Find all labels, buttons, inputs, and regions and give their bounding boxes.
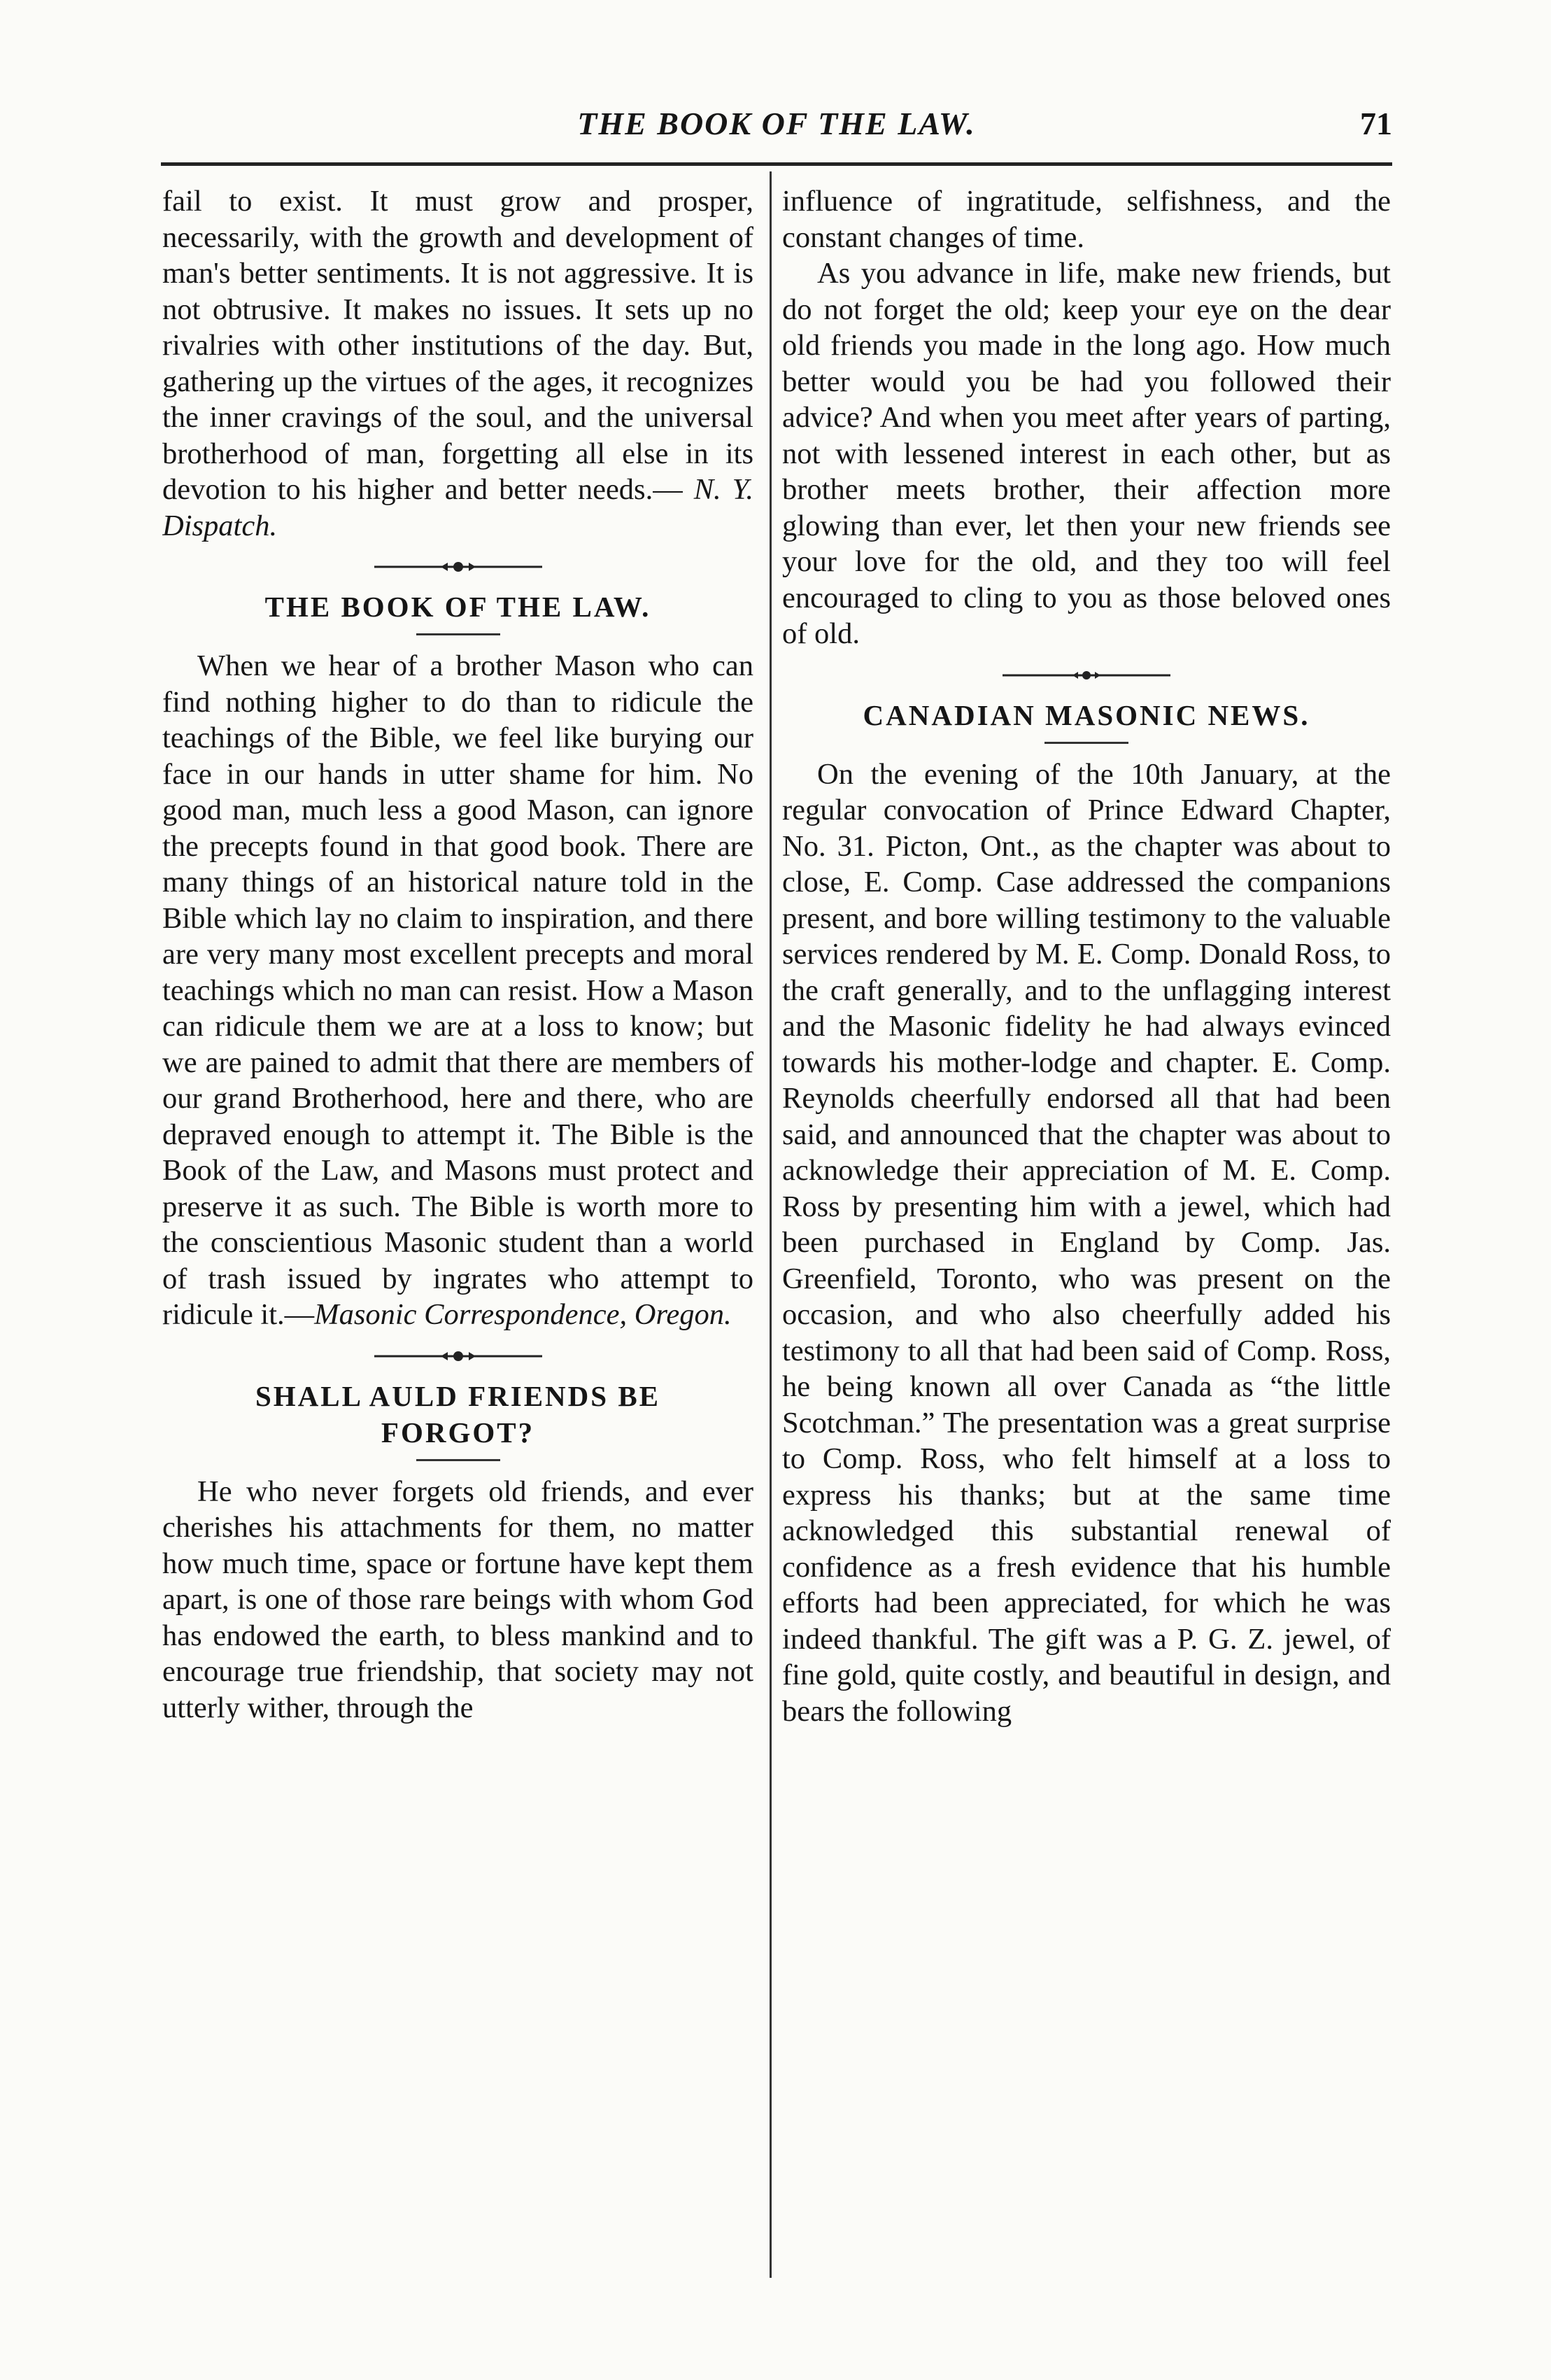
article-heading: SHALL AULD FRIENDS BE (255, 1379, 661, 1412)
section-ornament (374, 1349, 542, 1364)
heading-rule (1044, 742, 1128, 744)
article-heading: THE BOOK OF THE LAW. (264, 591, 651, 623)
article-body-text: When we hear of a brother Mason who can find nothing higher to do than to ridicule the teachings of the Bible, we feel like burying our face in our hands in utter shame for him. No good man, much less a good Mason, can ignore the precepts found in that good book. There are many things of an historical nature told in the Bible which lay no claim to inspiration, and there are very many most excellent precepts and moral teachings which no man can resist. How a Mason can ridicule them we are at a loss to know; but we are pained to admit that there are members of our grand Brotherhood, here and there, who are depraved enough to attempt it. The Bible is the Book of the Law, and Masons must protect and preserve it as such. The Bible is worth more to the conscientious Masonic student than a world of trash issued by ingrates who attempt to ridicule it.— (162, 649, 753, 1331)
source-citation: N. Y. Dispatch. (162, 473, 753, 542)
page-header (161, 105, 1392, 161)
section-ornament (1003, 668, 1170, 683)
running-title: THE BOOK OF THE LAW. (577, 106, 976, 141)
column-divider (770, 171, 772, 2278)
continued-paragraph (162, 183, 753, 544)
section-ornament (374, 559, 542, 575)
article-body: He who never forgets old friends, and ever cherishes his attachments for them, no matter how much time, space or fortune have kept them apart, is one of those rare beings with whom God has endowed the earth, to bless mankind and to encourage true friendship, that society may not utterly wither, through the (162, 1474, 753, 1724)
article-body (162, 648, 753, 1333)
header-rule (161, 162, 1392, 166)
article-body: On the evening of the 10th January, at the regular convocation of Prince Edward Chapter, No. 31. Picton, Ont., as the chapter was about to close, E. Comp. Case addressed the companions present, and bore willing testimony to the valuable services rendered by M. E. Comp. Donald Ross, to the craft generally, and to the unflagging interest and the Masonic fidelity he had always evinced towards his mother-lodge and chapter. E. Comp. Reynolds cheerfully endorsed all that had been said, and announced that the chapter was about to acknowledge their appreciation of M. E. Comp. Ross by presenting him with a jewel, which had been purchased in England by Comp. Jas. Greenfield, Toronto, who was present on the occasion, and who also cheerfully added his testimony to all that had been said of Comp. Ross, he being known all over Canada as “the little Scotchman.” The presentation was a great surprise to Comp. Ross, who felt himself at a loss to express his thanks; but at the same time acknowledged this substantial renewal of confidence as a fresh evidence that his humble efforts had been appreciated, for which he was indeed thankful. The gift was a P. G. Z. jewel, of fine gold, quite costly, and beautiful in design, and bears the following (782, 757, 1391, 1728)
right-column (782, 183, 1391, 2283)
left-column (162, 183, 753, 2283)
article-body: As you advance in life, make new friends, but do not forget the old; keep your eye on the dear old friends you made in the long ago. How much better would you be had you followed their advice? And when you meet after years of parting, not with lessened interest in each other, but as brother meets brother, their affection more glowing than ever, let then your new friends see your love for the old, and they too will feel encouraged to cling to you as those beloved ones of old. (782, 257, 1391, 650)
heading-rule (416, 1459, 500, 1461)
article-heading-line2: FORGOT? (381, 1416, 535, 1449)
continued-paragraph: influence of ingratitude, selfishness, and the constant changes of time. (782, 185, 1391, 254)
continued-text: fail to exist. It must grow and prosper, necessarily, with the growth and development of man's better sentiments. It is not aggressive. It is not obtrusive. It makes no issues. It sets up no rivalries with other institutions of the day. But, gathering up the virtues of the ages, it recognizes the inner cravings of the soul, and the universal brotherhood of man, forgetting all else in its devotion to his higher and better needs.— (162, 185, 753, 506)
article-heading: CANADIAN MASONIC NEWS. (863, 698, 1310, 731)
source-citation: Masonic Correspondence, Oregon. (314, 1298, 732, 1331)
heading-rule (416, 633, 500, 635)
page-number: 71 (1360, 106, 1392, 141)
